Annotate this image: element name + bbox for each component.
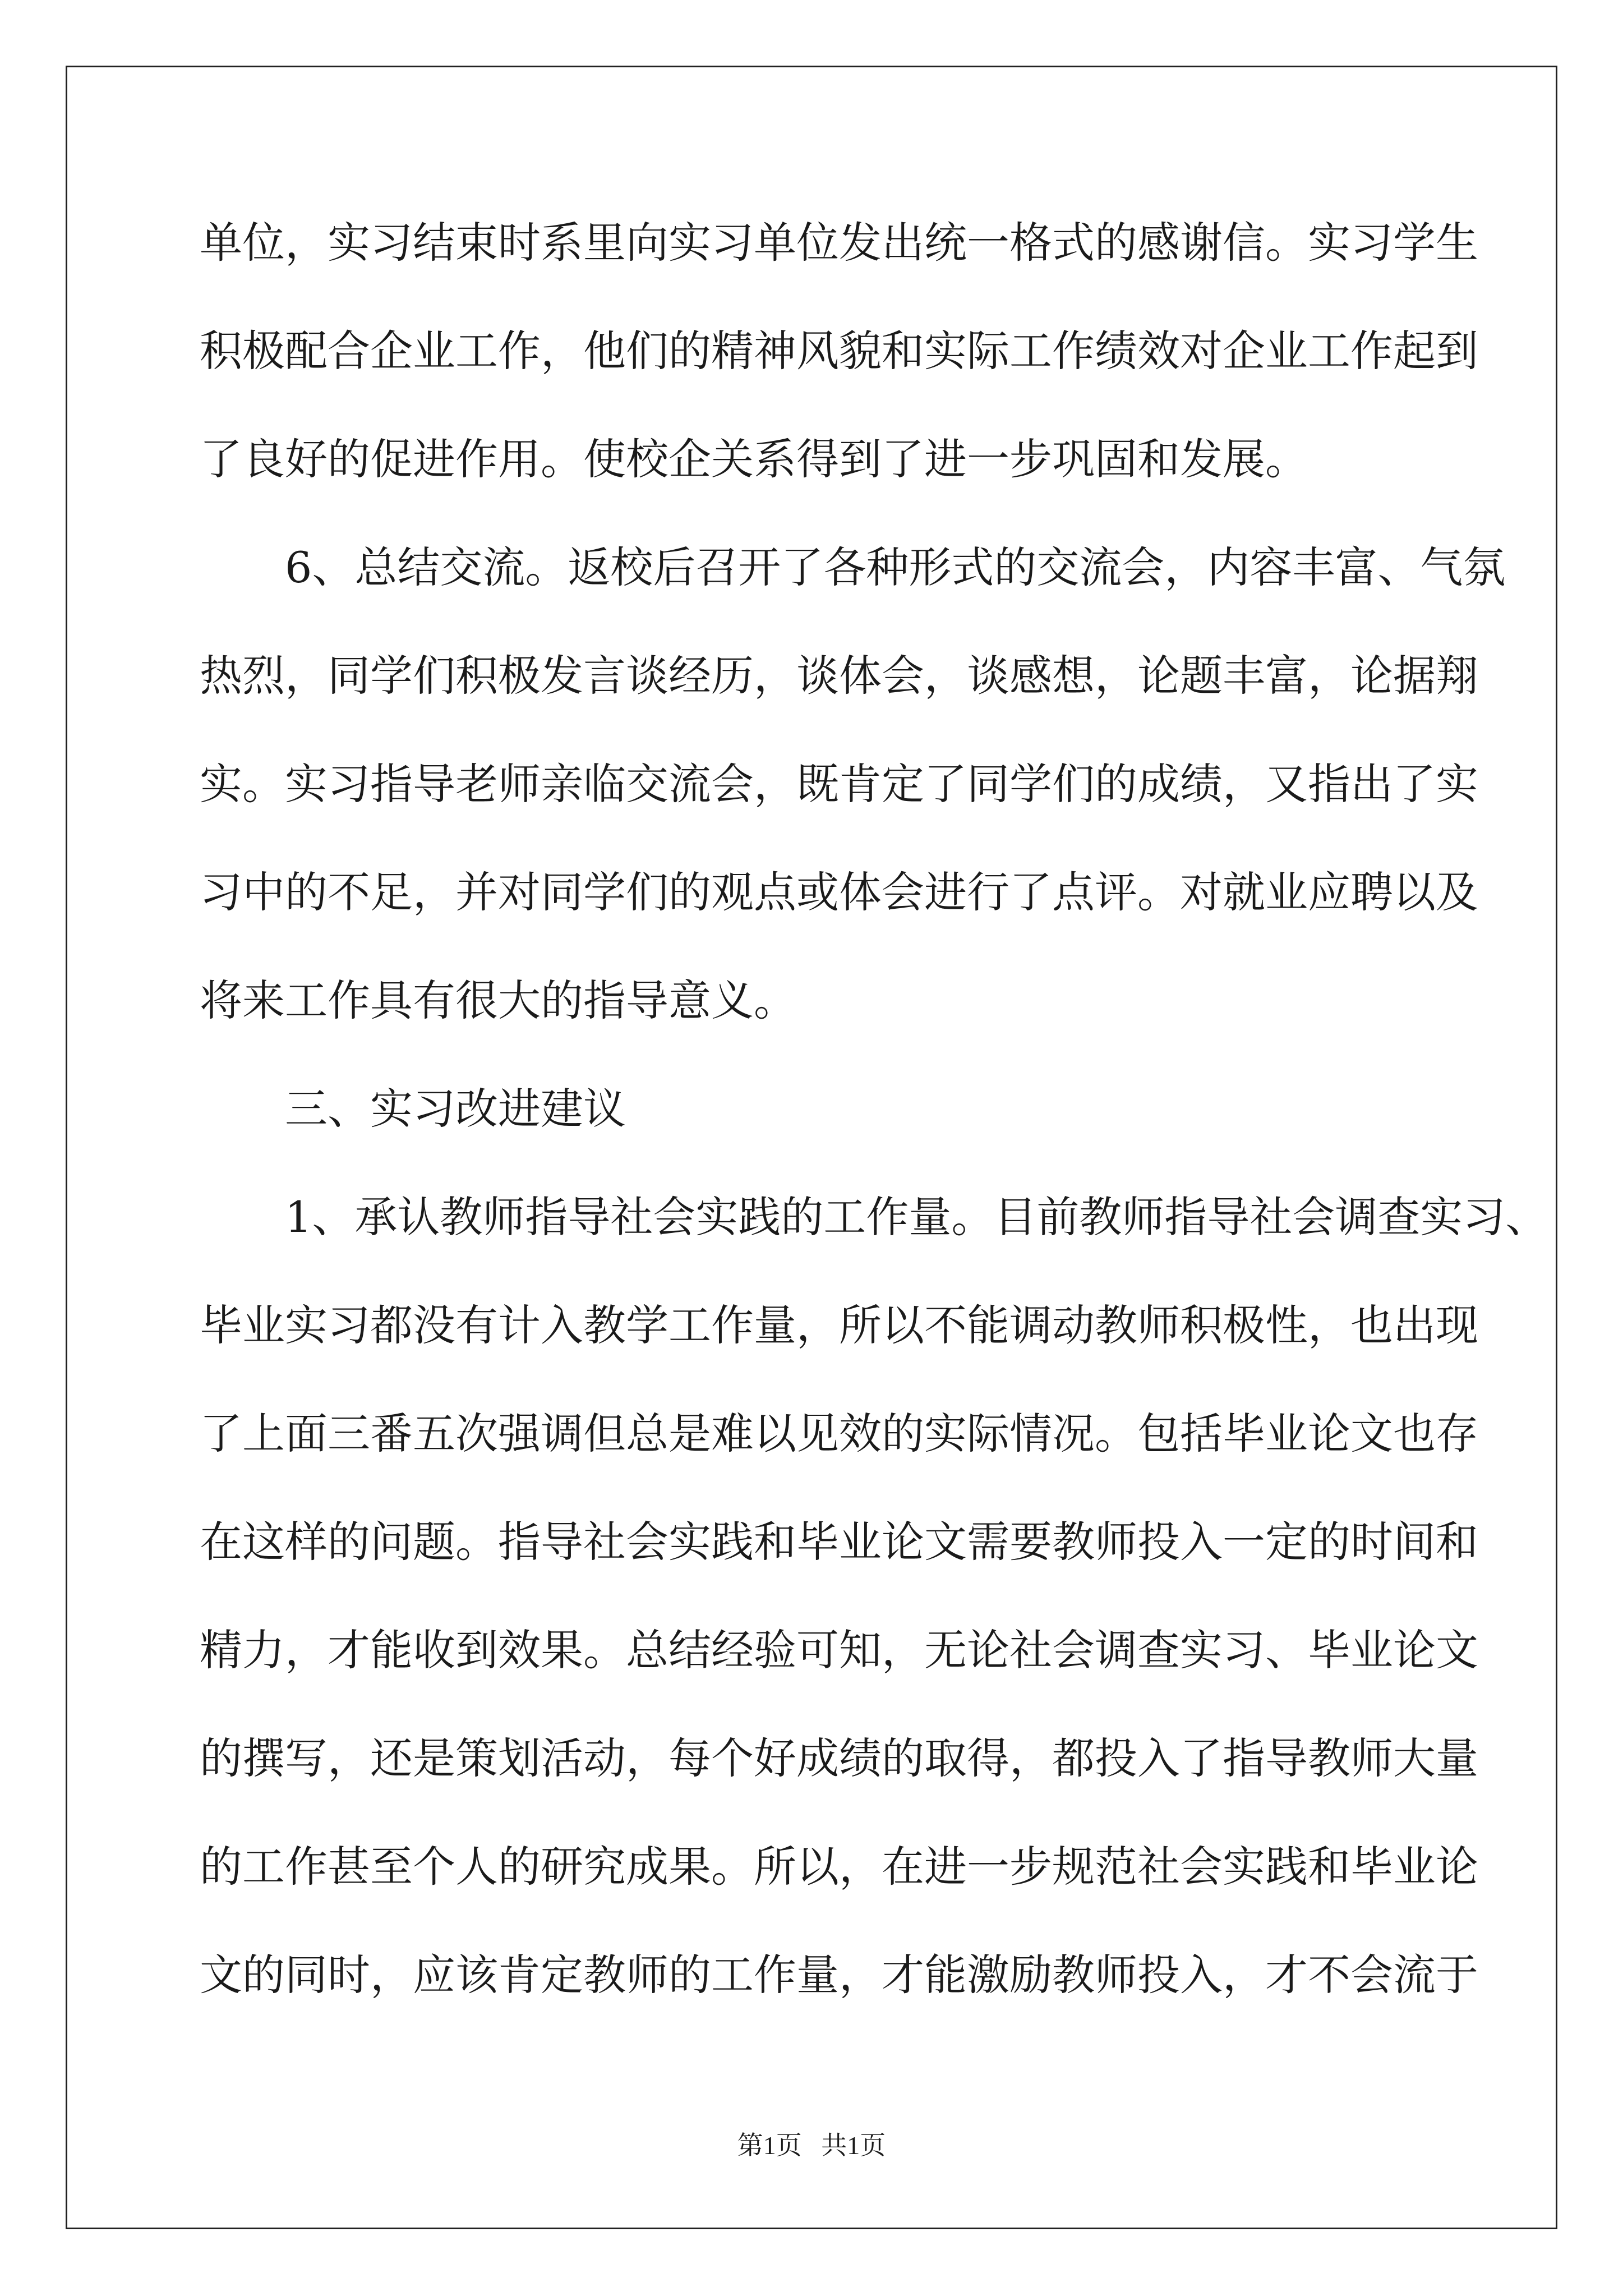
- text-line-content: 1、承认教师指导社会实践的工作量。目前教师指导社会调查实习、: [285, 1192, 1548, 1242]
- text-line: [200, 542, 1506, 651]
- text-line-content: 实。实习指导老师亲临交流会，既肯定了同学们的成绩，又指出了实: [200, 759, 1478, 809]
- text-line-content: 习中的不足，并对同学们的观点或体会进行了点评。对就业应聘以及: [200, 867, 1478, 917]
- text-line: [200, 867, 1478, 976]
- text-line: [200, 1625, 1478, 1733]
- text-line: [200, 1192, 1548, 1300]
- text-line: [200, 434, 1433, 542]
- text-line: [200, 651, 1478, 759]
- text-line: [200, 1409, 1478, 1517]
- text-line: [200, 1950, 1478, 2058]
- text-line-content: 三、实习改进建议: [285, 1084, 626, 1134]
- text-line-content: 单位，实习结束时系里向实习单位发出统一格式的感谢信。实习学生: [200, 218, 1478, 268]
- text-line: [200, 1084, 1433, 1192]
- text-line-content: 6、总结交流。返校后召开了各种形式的交流会，内容丰富、气氛: [285, 542, 1506, 592]
- text-line-content: 的撰写，还是策划活动，每个好成绩的取得，都投入了指导教师大量: [200, 1733, 1478, 1783]
- text-line: [200, 1842, 1478, 1950]
- text-line-content: 文的同时，应该肯定教师的工作量，才能激励教师投入，才不会流于: [200, 1950, 1478, 2000]
- text-line-content: 积极配合企业工作，他们的精神风貌和实际工作绩效对企业工作起到: [200, 326, 1478, 376]
- text-line-content: 毕业实习都没有计入教学工作量，所以不能调动教师积极性，也出现: [200, 1300, 1478, 1350]
- text-line-content: 将来工作具有很大的指导意义。: [200, 976, 796, 1025]
- text-line: [200, 1300, 1478, 1409]
- text-line-content: 了上面三番五次强调但总是难以见效的实际情况。包括毕业论文也存: [200, 1409, 1478, 1458]
- text-line: [200, 976, 1433, 1084]
- page-footer: 第1页 共1页: [737, 2131, 886, 2160]
- text-line: [200, 1517, 1478, 1625]
- text-line-content: 热烈，同学们积极发言谈经历，谈体会，谈感想，论题丰富，论据翔: [200, 651, 1478, 701]
- text-line-content: 在这样的问题。指导社会实践和毕业论文需要教师投入一定的时间和: [200, 1517, 1478, 1567]
- text-line: [200, 759, 1478, 867]
- text-line-content: 的工作甚至个人的研究成果。所以，在进一步规范社会实践和毕业论: [200, 1842, 1478, 1892]
- text-line: [200, 326, 1478, 434]
- text-line-content: 了良好的促进作用。使校企关系得到了进一步巩固和发展。: [200, 434, 1308, 484]
- text-line: [200, 1733, 1478, 1842]
- text-line-content: 精力，才能收到效果。总结经验可知，无论社会调查实习、毕业论文: [200, 1625, 1478, 1675]
- text-line: [200, 218, 1478, 326]
- document-body: [200, 218, 1548, 2058]
